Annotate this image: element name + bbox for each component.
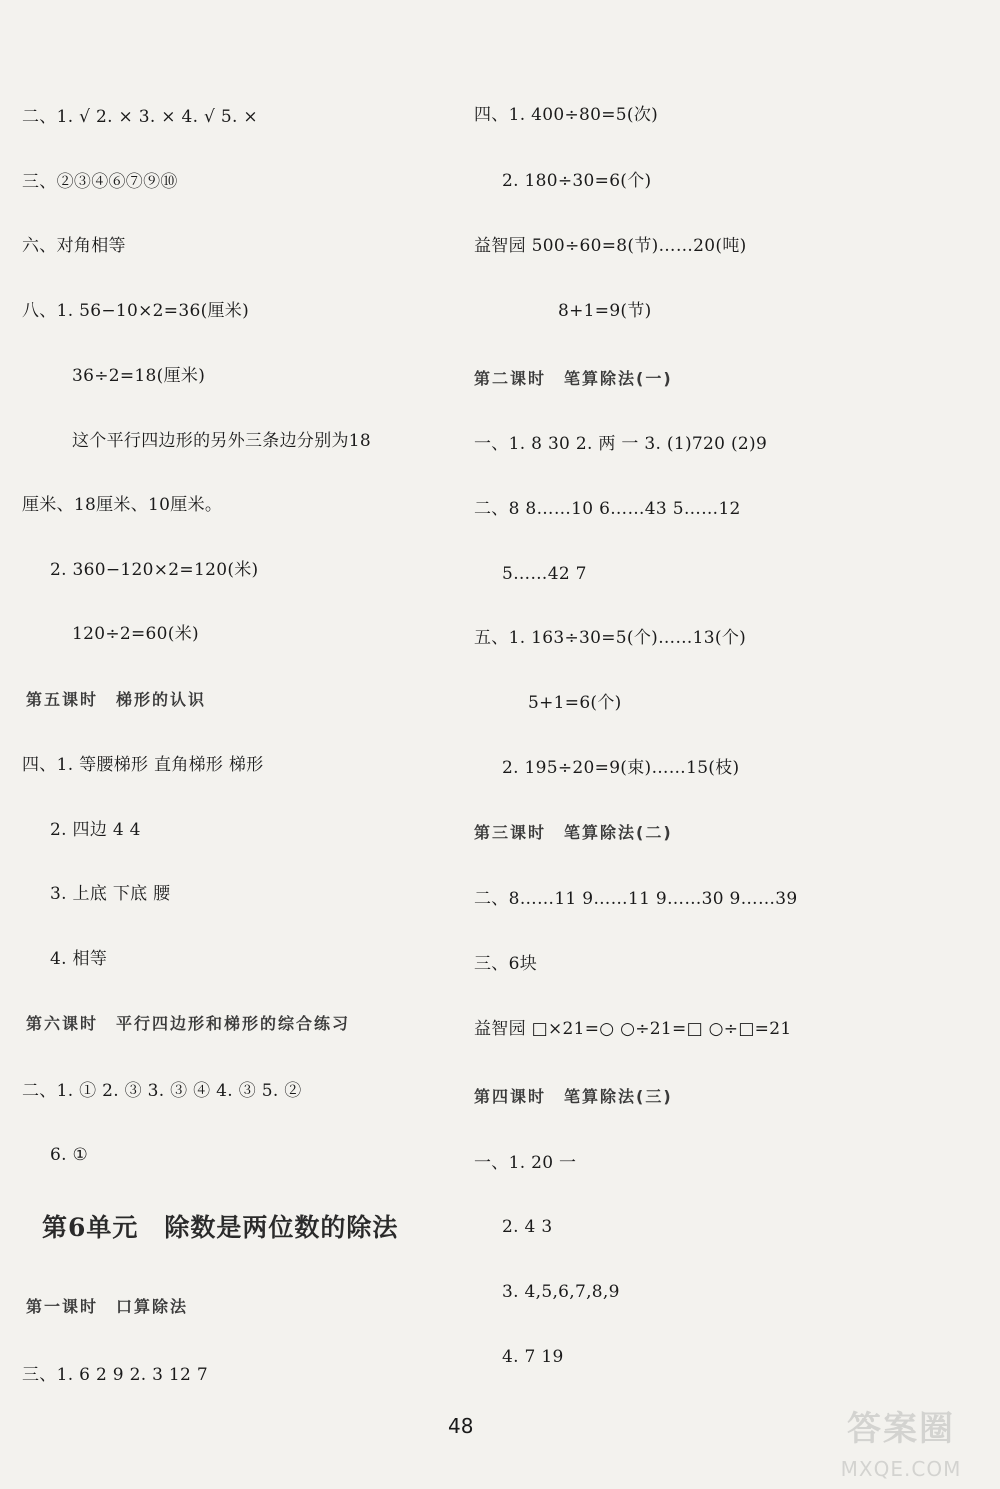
lesson-heading-2: 第二课时 笔算除法(一) [474,369,673,388]
right-line-17: 4. 7 19 [502,1347,564,1367]
right-line-12: 三、6块 [474,954,538,974]
watermark-bottom: MXQE.COM [840,1457,962,1481]
right-line-1: 四、1. 400÷80=5(次) [474,105,659,125]
left-line-10: 四、1. 等腰梯形 直角梯形 梯形 [22,755,264,775]
right-line-7: 5……42 7 [502,564,587,584]
left-line-4: 八、1. 56−10×2=36(厘米) [22,301,250,321]
right-line-5: 一、1. 8 30 2. 两 一 3. (1)720 (2)9 [474,434,768,454]
right-line-3: 益智园 500÷60=8(节)……20(吨) [474,236,747,256]
left-line-12: 3. 上底 下底 腰 [50,884,171,904]
right-line-2: 2. 180÷30=6(个) [502,171,652,191]
right-line-10: 2. 195÷20=9(束)……15(枝) [502,758,740,778]
lesson-heading-5: 第五课时 梯形的认识 [26,690,207,709]
left-line-15: 6. ① [50,1145,89,1165]
lesson-heading-6: 第六课时 平行四边形和梯形的综合练习 [26,1014,351,1033]
lesson-heading-4: 第四课时 笔算除法(三) [474,1087,673,1106]
right-line-16: 3. 4,5,6,7,8,9 [502,1282,620,1302]
left-line-11: 2. 四边 4 4 [50,820,141,840]
left-line-6: 这个平行四边形的另外三条边分别为18 [72,431,372,451]
right-line-8: 五、1. 163÷30=5(个)……13(个) [474,628,747,648]
right-line-9: 5+1=6(个) [528,693,622,713]
page-number: 48 [448,1414,474,1438]
left-line-7: 厘米、18厘米、10厘米。 [22,495,223,515]
left-line-14: 二、1. ① 2. ③ 3. ③ ④ 4. ③ 5. ② [22,1081,302,1101]
left-line-8: 2. 360−120×2=120(米) [50,560,259,580]
left-line-1: 二、1. √ 2. × 3. × 4. √ 5. × [22,107,258,127]
left-line-3: 六、对角相等 [22,236,126,256]
left-line-16: 三、1. 6 2 9 2. 3 12 7 [22,1365,208,1385]
left-line-13: 4. 相等 [50,949,108,969]
watermark-top: 答案圈 [847,1409,955,1449]
right-line-6: 二、8 8……10 6……43 5……12 [474,499,741,519]
right-line-13: 益智园 □×21=○ ○÷21=□ ○÷□=21 [474,1019,792,1039]
left-line-2: 三、②③④⑥⑦⑨⑩ [22,172,178,192]
lesson-heading-1: 第一课时 口算除法 [26,1297,189,1316]
right-line-4: 8+1=9(节) [558,301,652,321]
left-line-5: 36÷2=18(厘米) [72,366,206,386]
right-line-11: 二、8……11 9……11 9……30 9……39 [474,889,798,909]
left-line-9: 120÷2=60(米) [72,624,199,644]
right-line-14: 一、1. 20 一 [474,1153,577,1173]
unit-title: 第6单元 除数是两位数的除法 [42,1213,399,1242]
watermark-logo [816,1401,986,1481]
right-line-15: 2. 4 3 [502,1217,553,1237]
lesson-heading-3: 第三课时 笔算除法(二) [474,823,673,842]
